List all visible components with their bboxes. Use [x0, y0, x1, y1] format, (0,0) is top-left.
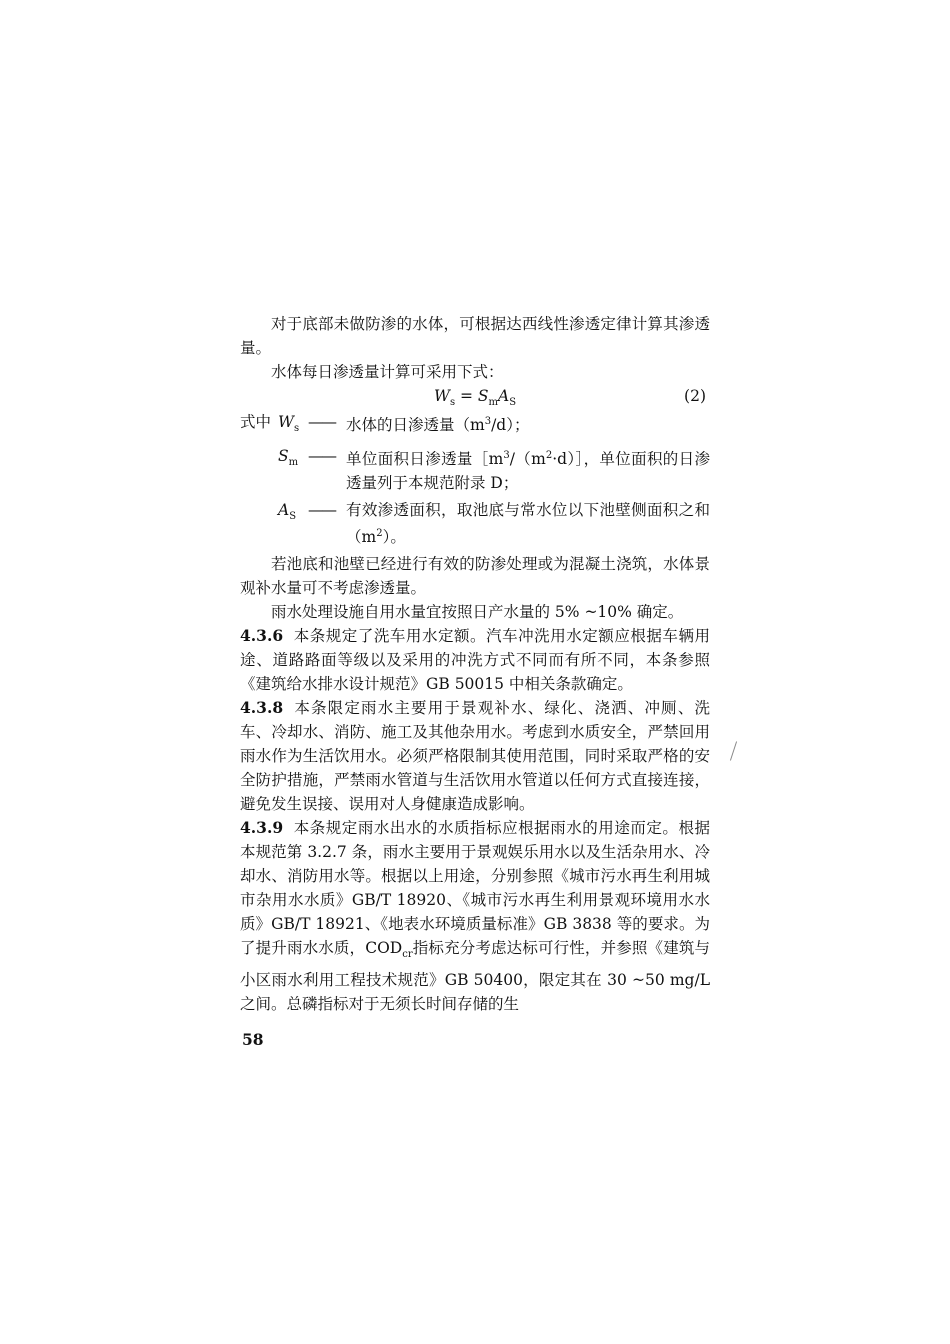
page-body [240, 312, 710, 1016]
clause-number: 4.3.6 [240, 626, 284, 646]
para-waterproofed: 若池底和池壁已经进行有效的防渗处理或为混凝土浇筑，水体景观补水量可不考虑渗透量。 [240, 555, 710, 598]
clause-4-3-6: 4.3.6 本条规定了洗车用水定额。汽车冲洗用水定额应根据车辆用途、道路路面等级以及采用的冲洗方式不同而有所不同，本条参照《建筑给水排水设计规范》GB 50015 中相关条款确定。 [240, 626, 710, 694]
definition-sm: $S_m$ —— 单位面积日渗透量$[m^3/(m^2\cdot d)]$，单位面积的日渗透量列于本规范附录 D； [278, 447, 710, 493]
page-number: 58 [242, 1030, 264, 1049]
variable-definitions [240, 410, 710, 549]
definition-as: $A_S$ —— 有效渗透面积，取池底与常水位以下池壁侧面积之和$(m^2)$。 [278, 501, 710, 547]
formula: $W_s = S_mA_S$ [434, 387, 517, 409]
clause-number: 4.3.8 [240, 698, 284, 718]
para-seepage-intro: 对于底部未做防渗的水体，可根据达西线性渗透定律计算其渗透量。 [240, 315, 710, 357]
definition-ws: 式中 $W_s$ —— 水体的日渗透量$(m^3/d)$； [240, 413, 530, 435]
formula-row [240, 384, 710, 408]
clause-4-3-9: 4.3.9 本条规定雨水出水的水质指标应根据雨水的用途而定。根据本规范第 3.2.7 条，雨水主要用于景观娱乐用水以及生活杂用水、冷却水、消防用水等。根据以上用途，分别参照《城市污水再生利用城市杂用水水质》GB/T 18920、《城市污水再生利用景观环境用水水质》GB/T 18921、《地表水环境质量标准》GB 3838 等的要求。为了提升雨水水质，$COD_{cr}$指标充分考虑达标可行性，并参照《建筑与小区雨水利用工程技术规范》GB 50400，限定其在 30 ~50 mg/L 之间。总磷指标对于无须长时间存储的生 [240, 818, 710, 1013]
para-self-use: 雨水处理设施自用水量宜按照日产水量的 5% ~10% 确定。 [271, 603, 684, 622]
clause-4-3-8: 4.3.8 本条限定雨水主要用于景观补水、绿化、浇洒、冲厕、洗车、冷却水、消防、施工及其他杂用水。考虑到水质安全，严禁回用雨水作为生活饮用水。必须严格限制其使用范围，同时采取严格的安全防护措施，严禁雨水管道与生活饮用水管道以任何方式直接连接，避免发生误接、误用对人身健康造成影响。 [240, 698, 710, 814]
formula-number: (2) [684, 387, 706, 405]
clause-number: 4.3.9 [240, 818, 284, 838]
para-formula-intro: 水体每日渗透量计算可采用下式： [271, 363, 504, 381]
scan-mark [730, 741, 737, 760]
